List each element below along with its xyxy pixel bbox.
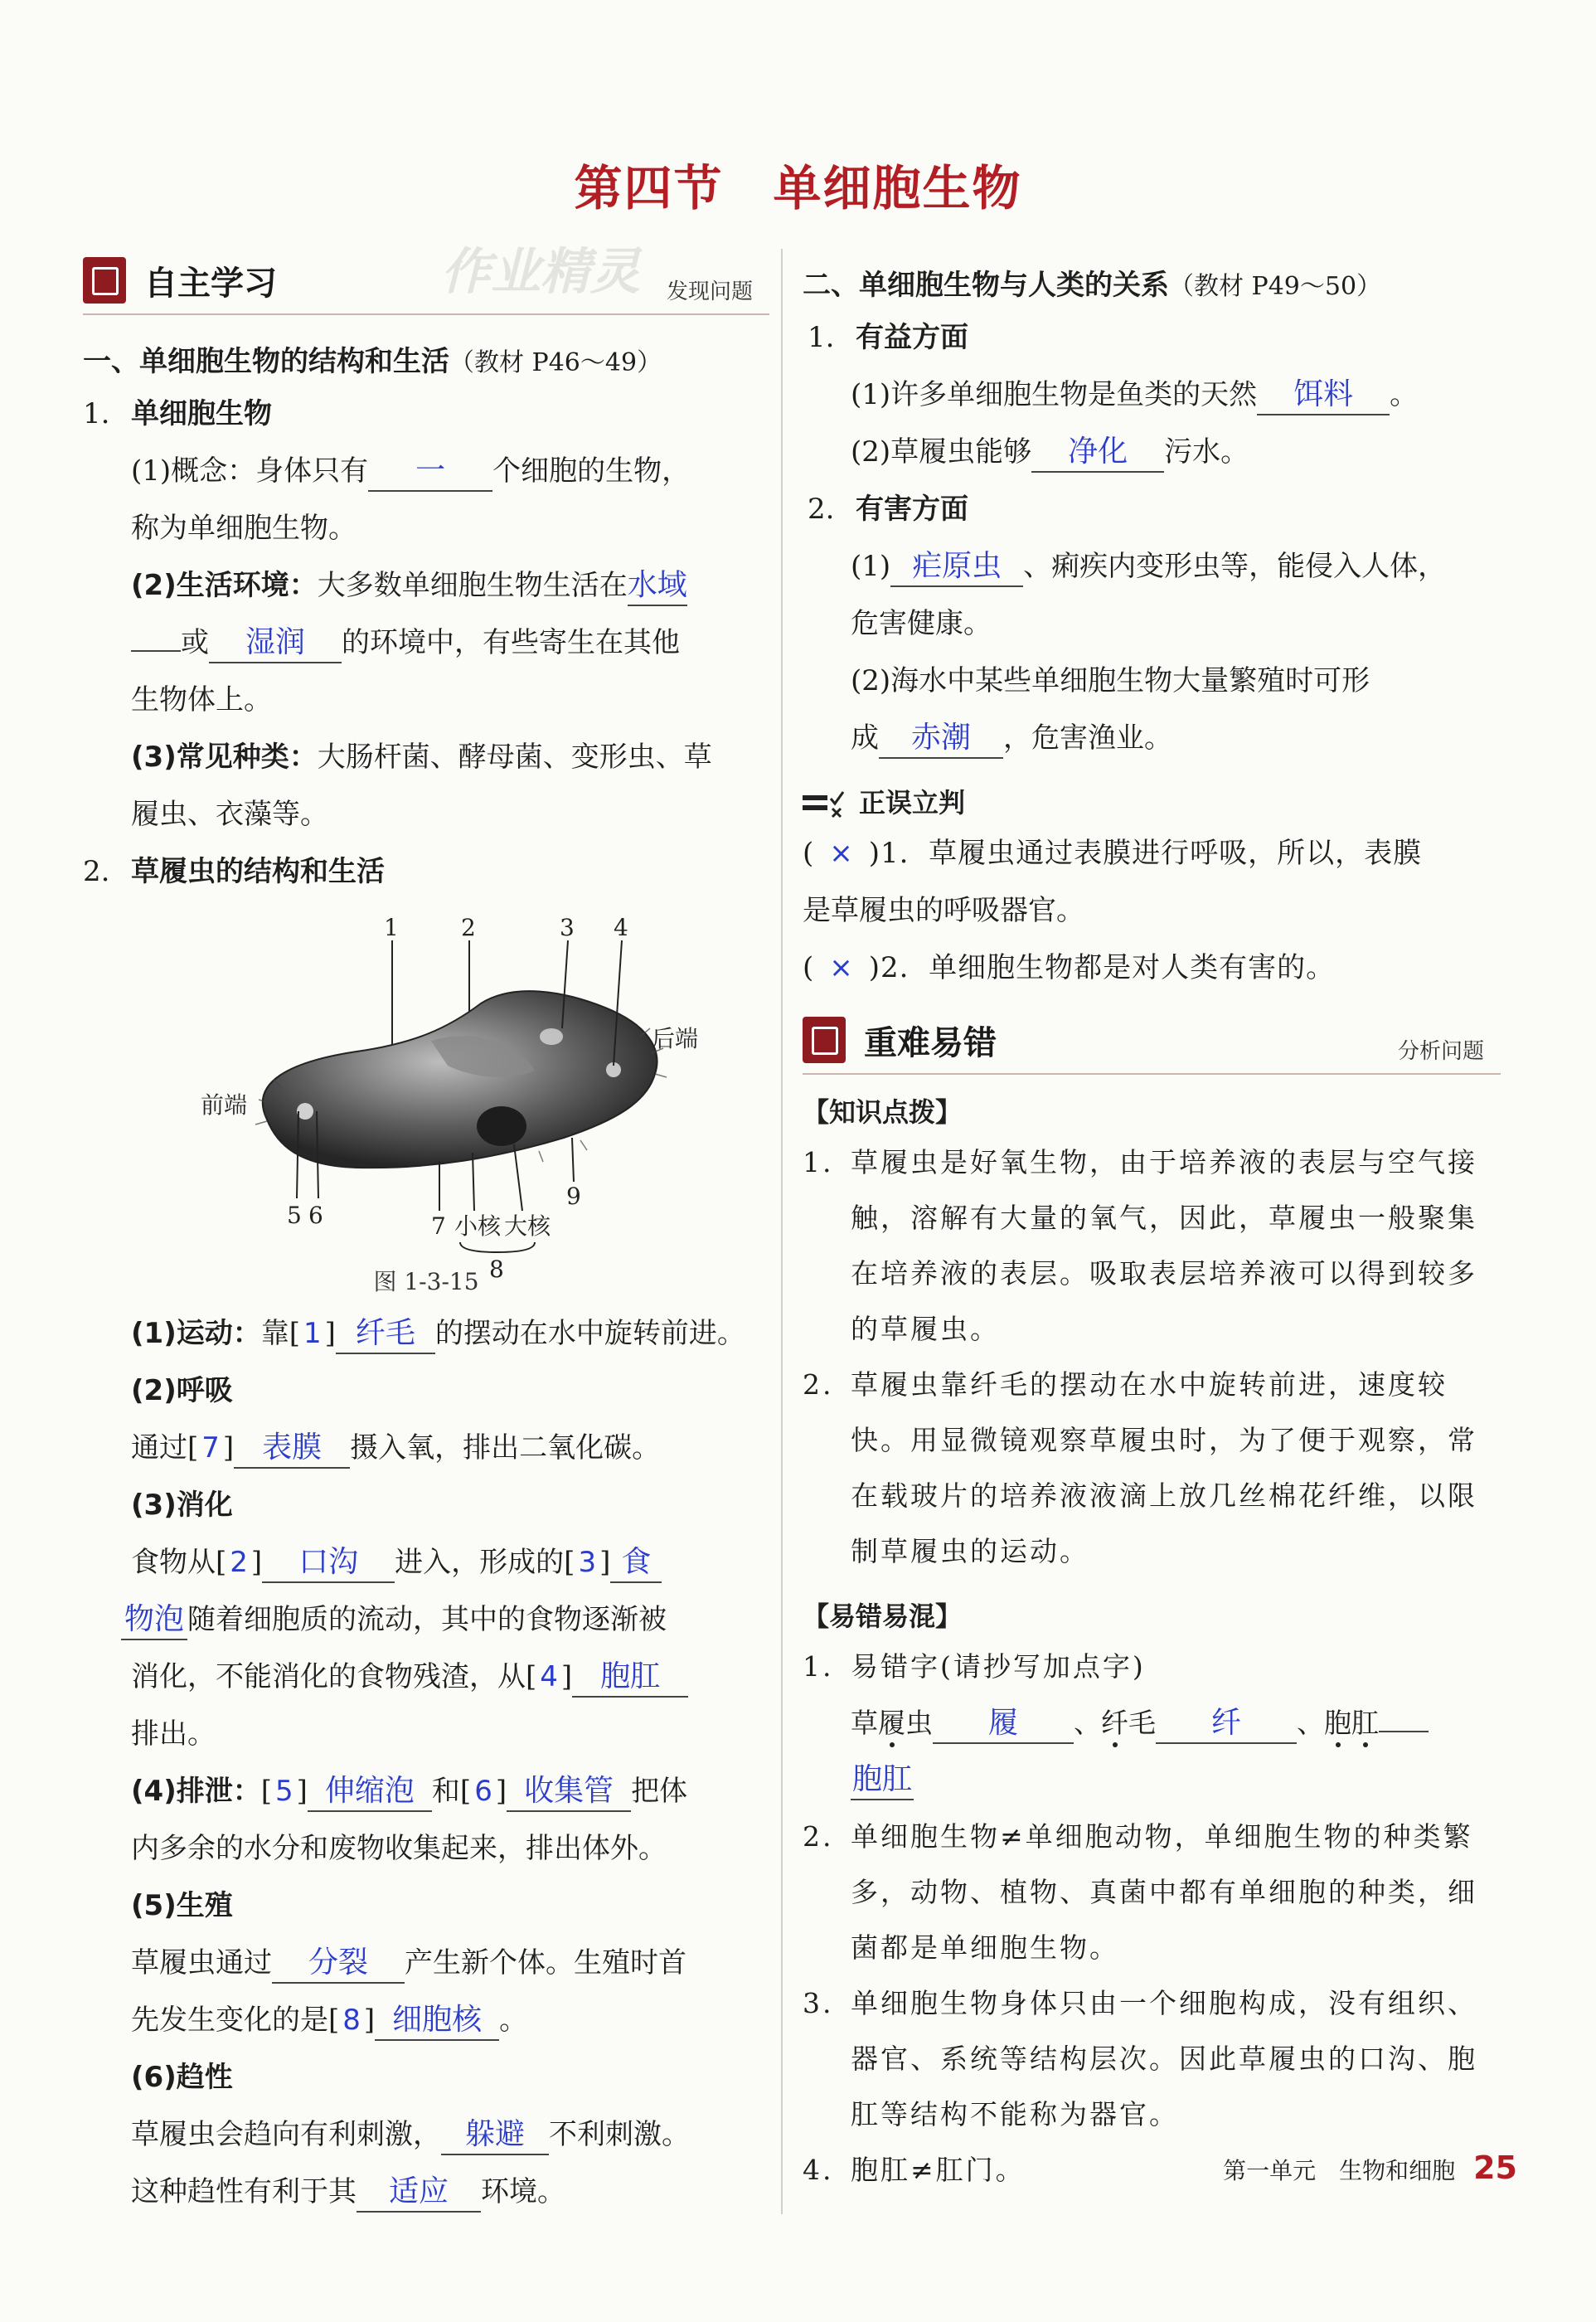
leader-line-9 [572, 1138, 574, 1182]
answer-blank: 纤毛 [336, 1314, 435, 1354]
env-line2 [83, 615, 769, 672]
breath-line [83, 1420, 769, 1477]
section-tag: 发现问题 [666, 279, 753, 304]
text: 食物从[ [131, 1546, 227, 1579]
bad1-line [803, 538, 1501, 595]
digest-line2 [83, 1591, 769, 1649]
confuse-item-1 [803, 1639, 1501, 1694]
food-vacuole [540, 1028, 563, 1045]
item-line: 草履虫靠纤毛的摆动在水中旋转前进，速度 [851, 1368, 1418, 1401]
answer-blank: 胞肛 [851, 1761, 914, 1800]
section-tag: 分析问题 [1397, 1039, 1484, 1064]
bracket: ] [560, 1660, 573, 1693]
item-line: 纤维，以限制草履虫的运动。 [851, 1479, 1477, 1567]
good2-line [803, 424, 1501, 481]
answer-blank: 食 [610, 1543, 662, 1583]
judge-text: 草履虫通过表膜进行呼吸，所以，表膜 [929, 837, 1423, 870]
sub-label: (4)排泄： [131, 1775, 261, 1808]
structure-number: 1 [303, 1317, 322, 1350]
textbook-ref: （教材 P46～49） [449, 348, 662, 377]
section-badge-icon [83, 257, 126, 304]
judge-number: )2. [868, 951, 910, 984]
item-number: 1. [803, 1650, 834, 1683]
item-line: 草履虫是好氧生物，由于培养液的表层与空 [851, 1146, 1418, 1178]
section-header-self-study [83, 243, 769, 315]
text: (1)许多单细胞生物是鱼类的天然 [851, 378, 1258, 411]
page-title: 第四节 单细胞生物 [574, 160, 1022, 216]
item-number: 2. [803, 1368, 834, 1401]
section-title: 自主学习 [144, 265, 277, 303]
item-line: 较快。用显微镜观察草履虫时，为了便于观 [851, 1368, 1448, 1456]
fig-label-small-nucleus: 小核 [454, 1212, 502, 1240]
fig-label-9: 9 [566, 1183, 581, 1210]
answer-blank-tail: 物泡 [121, 1601, 187, 1640]
item-line: 类繁多，动物、植物、真菌中都有单细胞的种 [851, 1820, 1473, 1908]
confuse-list [803, 1809, 1501, 2198]
item-line: 沟、胞肛等结构不能称为器官。 [851, 2043, 1477, 2130]
text: 和[ [431, 1775, 472, 1808]
section-badge-icon [803, 1017, 846, 1063]
text: 摄入氧，排出二氧化碳。 [350, 1431, 661, 1465]
item-number: 4. [803, 2154, 834, 2186]
item-text: 易错字(请抄写加点字) [851, 1650, 1146, 1683]
answer-blank-start [1379, 1731, 1429, 1732]
answer-blank-tail [131, 650, 181, 652]
judge-number: )1. [868, 837, 910, 870]
judge-item-2 [803, 940, 1501, 997]
answer-blank: 细胞核 [375, 2001, 499, 2041]
macronucleus [477, 1106, 526, 1146]
text: 大肠杆菌、酵母菌、变形虫、草 [317, 741, 712, 774]
text: 的摆动在水中旋转前进。 [434, 1317, 745, 1350]
text: 。 [499, 2004, 528, 2037]
text: 的环境中，有些寄生在其他 [342, 626, 680, 659]
section-header-key-points [803, 1008, 1501, 1075]
part-heading-text: 一、单细胞生物的结构和生活 [83, 345, 449, 378]
text: 靠[ [260, 1317, 301, 1350]
text: 草履虫会趋向有利刺激， [131, 2118, 441, 2151]
watermark: 作业精灵 [441, 243, 640, 301]
left-column [83, 243, 769, 2221]
item-number: 2. [83, 855, 110, 888]
text: 污水。 [1164, 435, 1249, 469]
text: (1)概念：身体只有 [131, 454, 369, 488]
digest-line [83, 1534, 769, 1591]
text: 、 [1074, 1707, 1101, 1739]
bracket: ] [495, 1775, 507, 1808]
confuse-item [803, 1809, 1501, 1975]
bracket: ] [363, 2004, 376, 2037]
repro-line [83, 1935, 769, 1992]
knowledge-item [803, 1357, 1501, 1579]
item-title: 有害方面 [856, 493, 968, 526]
fig-label-6: 6 [308, 1202, 323, 1229]
fig-label-7: 7 [431, 1212, 446, 1240]
item-number: 3. [803, 1987, 834, 2019]
structure-number: 6 [474, 1775, 492, 1808]
leader-line-small-nucleus [473, 1153, 474, 1211]
sub-label: (3)常见种类： [131, 741, 318, 774]
page-number: 25 [1473, 2150, 1517, 2186]
item-heading [83, 843, 769, 901]
bracket: ] [296, 1775, 308, 1808]
fig-label-3: 3 [560, 914, 575, 941]
bad2-line2 [803, 710, 1501, 767]
item-number: 1. [803, 1146, 834, 1178]
item-title: 单细胞生物 [131, 397, 272, 430]
text: ] [324, 1317, 336, 1350]
fig-label-1: 1 [384, 914, 399, 941]
paramecium-body [263, 991, 657, 1168]
fig-label-5: 5 [287, 1202, 302, 1229]
judge-item-1 [803, 825, 1501, 882]
knowledge-list [803, 1134, 1501, 1579]
item-line: 类，细菌都是单细胞生物。 [851, 1876, 1477, 1964]
breath-label: (2)呼吸 [131, 1374, 233, 1407]
item-number: 1. [83, 397, 110, 430]
answer-blank: 净化 [1031, 433, 1164, 473]
text: ] [222, 1431, 235, 1465]
knowledge-item [803, 1134, 1501, 1357]
confuse-item [803, 1975, 1501, 2142]
answer-blank: 一 [368, 452, 492, 492]
item-line: 织、器官、系统等结构层次。因此草履虫的口 [851, 1987, 1477, 2075]
section-title: 重难易错 [864, 1024, 997, 1062]
structure-number: 4 [540, 1660, 558, 1693]
excrete-line2: 内多余的水分和废物收集起来，排出体外。 [131, 1832, 667, 1865]
text: 通过[ [131, 1431, 199, 1465]
item-line: 单细胞生物身体只由一个细胞构成，没有组 [851, 1987, 1418, 2019]
text: ，危害渔业。 [1003, 721, 1172, 755]
paren: ( [803, 837, 815, 870]
right-column [803, 249, 1501, 2198]
taxis-line [83, 2106, 769, 2164]
answer-blank: 水域 [628, 566, 687, 606]
answer-blank: 疟原虫 [890, 547, 1023, 587]
text: 成 [851, 721, 879, 755]
judge-item-1-line2: 是草履虫的呼吸器官。 [803, 894, 1084, 927]
bracket: [ [260, 1775, 273, 1808]
page-footer [1119, 2150, 1517, 2186]
text: 。 [1390, 378, 1419, 411]
answer-blank: 履 [933, 1704, 1074, 1744]
part-heading-text: 二、单细胞生物与人类的关系 [803, 269, 1169, 302]
answer-blank: 湿润 [209, 624, 342, 663]
fig-label-8: 8 [489, 1256, 504, 1283]
paren: ( [803, 951, 815, 984]
fig-label-front: 前端 [201, 1091, 248, 1119]
env-line [83, 557, 769, 615]
concept-line2: 称为单细胞生物。 [131, 512, 357, 545]
sub-label: (2)生活环境： [131, 569, 318, 602]
answer-blank: 纤 [1156, 1704, 1297, 1744]
text: 个细胞的生物， [492, 454, 691, 488]
text: (1) [851, 550, 891, 583]
item-line: 察，常在载玻片的培养液液滴上放几丝棉花 [851, 1424, 1477, 1512]
sub-label: (1)运动： [131, 1317, 261, 1350]
structure-number: 3 [578, 1546, 597, 1579]
knowledge-heading: 【知识点拨】 [803, 1096, 963, 1128]
column-divider [781, 249, 783, 2214]
text: 产生新个体。生殖时首 [405, 1946, 686, 1980]
digest-line3 [83, 1649, 769, 1706]
good1-line [803, 367, 1501, 424]
text: 不利刺激。 [549, 2118, 690, 2151]
judge-title: 正误立判 [859, 787, 966, 819]
unit-label: 第一单元 生物和细胞 [1223, 2157, 1456, 2184]
answer-blank: 饵料 [1257, 376, 1390, 415]
item-number: 1. [808, 321, 835, 354]
movement-line [83, 1305, 769, 1363]
fig-label-large-nucleus: 大核 [504, 1212, 551, 1240]
fig-label-back: 后端 [652, 1025, 699, 1052]
word-caoluchong: 草履虫 [851, 1707, 933, 1739]
item-line: 般聚集在培养液的表层。吸取表层培养液可 [851, 1202, 1477, 1290]
answer-blank: 适应 [357, 2173, 481, 2213]
word-baogang: 胞肛 [1324, 1707, 1379, 1739]
item-line: 单细胞生物≠单细胞动物，单细胞生物的种 [851, 1820, 1414, 1853]
text: (2)草履虫能够 [851, 435, 1032, 469]
digest-label: (3)消化 [131, 1489, 233, 1522]
text: 把体 [631, 1775, 688, 1808]
item-title: 草履虫的结构和生活 [131, 855, 385, 888]
text: 随着细胞质的流动，其中的食物逐渐被 [187, 1603, 667, 1636]
bad2-line: (2)海水中某些单细胞生物大量繁殖时可形 [851, 664, 1370, 697]
structure-number: 5 [275, 1775, 293, 1808]
bad1-line2: 危害健康。 [851, 607, 992, 640]
item-line: 胞肛≠肛门。 [851, 2154, 1026, 2186]
part-heading [83, 338, 769, 379]
item-heading [83, 386, 769, 443]
text: 大多数单细胞生物生活在 [317, 569, 628, 602]
part-heading [803, 262, 1501, 303]
item-heading [803, 481, 1501, 538]
kinds-line2: 履虫、衣藻等。 [131, 798, 328, 831]
excrete-line [83, 1763, 769, 1820]
answer-blank: 口沟 [262, 1543, 395, 1583]
bracket: ] [599, 1546, 611, 1579]
text: 草履虫通过 [131, 1946, 272, 1980]
item-number: 2. [803, 1820, 834, 1853]
text: 环境。 [481, 2175, 565, 2208]
item-heading [803, 309, 1501, 367]
judge-mark: × [829, 837, 854, 870]
structure-number: 2 [230, 1546, 248, 1579]
item-line: 以得到较多的草履虫。 [851, 1257, 1477, 1345]
answer-blank: 赤潮 [879, 719, 1003, 759]
text: 消化，不能消化的食物残渣，从[ [131, 1660, 537, 1693]
concept-line [83, 443, 769, 500]
judge-heading [803, 782, 1501, 820]
structure-number: 8 [342, 2004, 361, 2037]
answer-blank: 收集管 [507, 1772, 631, 1812]
text: 进入，形成的[ [395, 1546, 575, 1579]
answer-blank: 表膜 [234, 1429, 350, 1469]
word-xianmao: 纤毛 [1101, 1707, 1156, 1739]
judge-icon [803, 790, 849, 819]
fig-label-2: 2 [461, 914, 476, 941]
env-line3: 生物体上。 [131, 683, 272, 717]
taxis-line2 [83, 2164, 769, 2221]
judge-mark: × [829, 951, 854, 984]
answer-blank: 分裂 [272, 1944, 405, 1984]
answer-blank: 躲避 [441, 2116, 549, 2155]
item-title: 有益方面 [856, 321, 968, 354]
item-line: 气接触，溶解有大量的氧气，因此，草履虫一 [851, 1146, 1477, 1234]
digest-line4: 排出。 [131, 1717, 216, 1751]
judge-text: 单细胞生物都是对人类有害的。 [929, 951, 1336, 984]
brace-8 [460, 1242, 535, 1252]
text: 、 [1297, 1707, 1324, 1739]
confuse-words-line2 [803, 1751, 1501, 1809]
answer-blank: 胞肛 [572, 1658, 688, 1698]
text: 或 [181, 626, 209, 659]
taxis-label: (6)趋性 [131, 2061, 233, 2094]
confuse-heading: 【易错易混】 [803, 1601, 963, 1632]
fig-label-4: 4 [614, 914, 628, 941]
figure-caption: 图 1-3-15 [373, 1268, 479, 1295]
text: 这种趋性有利于其 [131, 2175, 357, 2208]
text: 、痢疾内变形虫等，能侵入人体， [1023, 550, 1447, 583]
item-number: 2. [808, 493, 835, 526]
repro-line2 [83, 1992, 769, 2049]
bracket: ] [250, 1546, 263, 1579]
answer-blank: 伸缩泡 [308, 1772, 432, 1812]
contractile-vacuole [297, 1103, 313, 1120]
kinds-line [83, 729, 769, 786]
structure-number: 7 [201, 1431, 220, 1465]
leader-line-large-nucleus [514, 1144, 522, 1211]
confuse-words-line [803, 1694, 1501, 1751]
textbook-ref: （教材 P49～50） [1169, 272, 1382, 301]
text: 先发生变化的是[ [131, 2004, 340, 2037]
repro-label: (5)生殖 [131, 1889, 233, 1922]
